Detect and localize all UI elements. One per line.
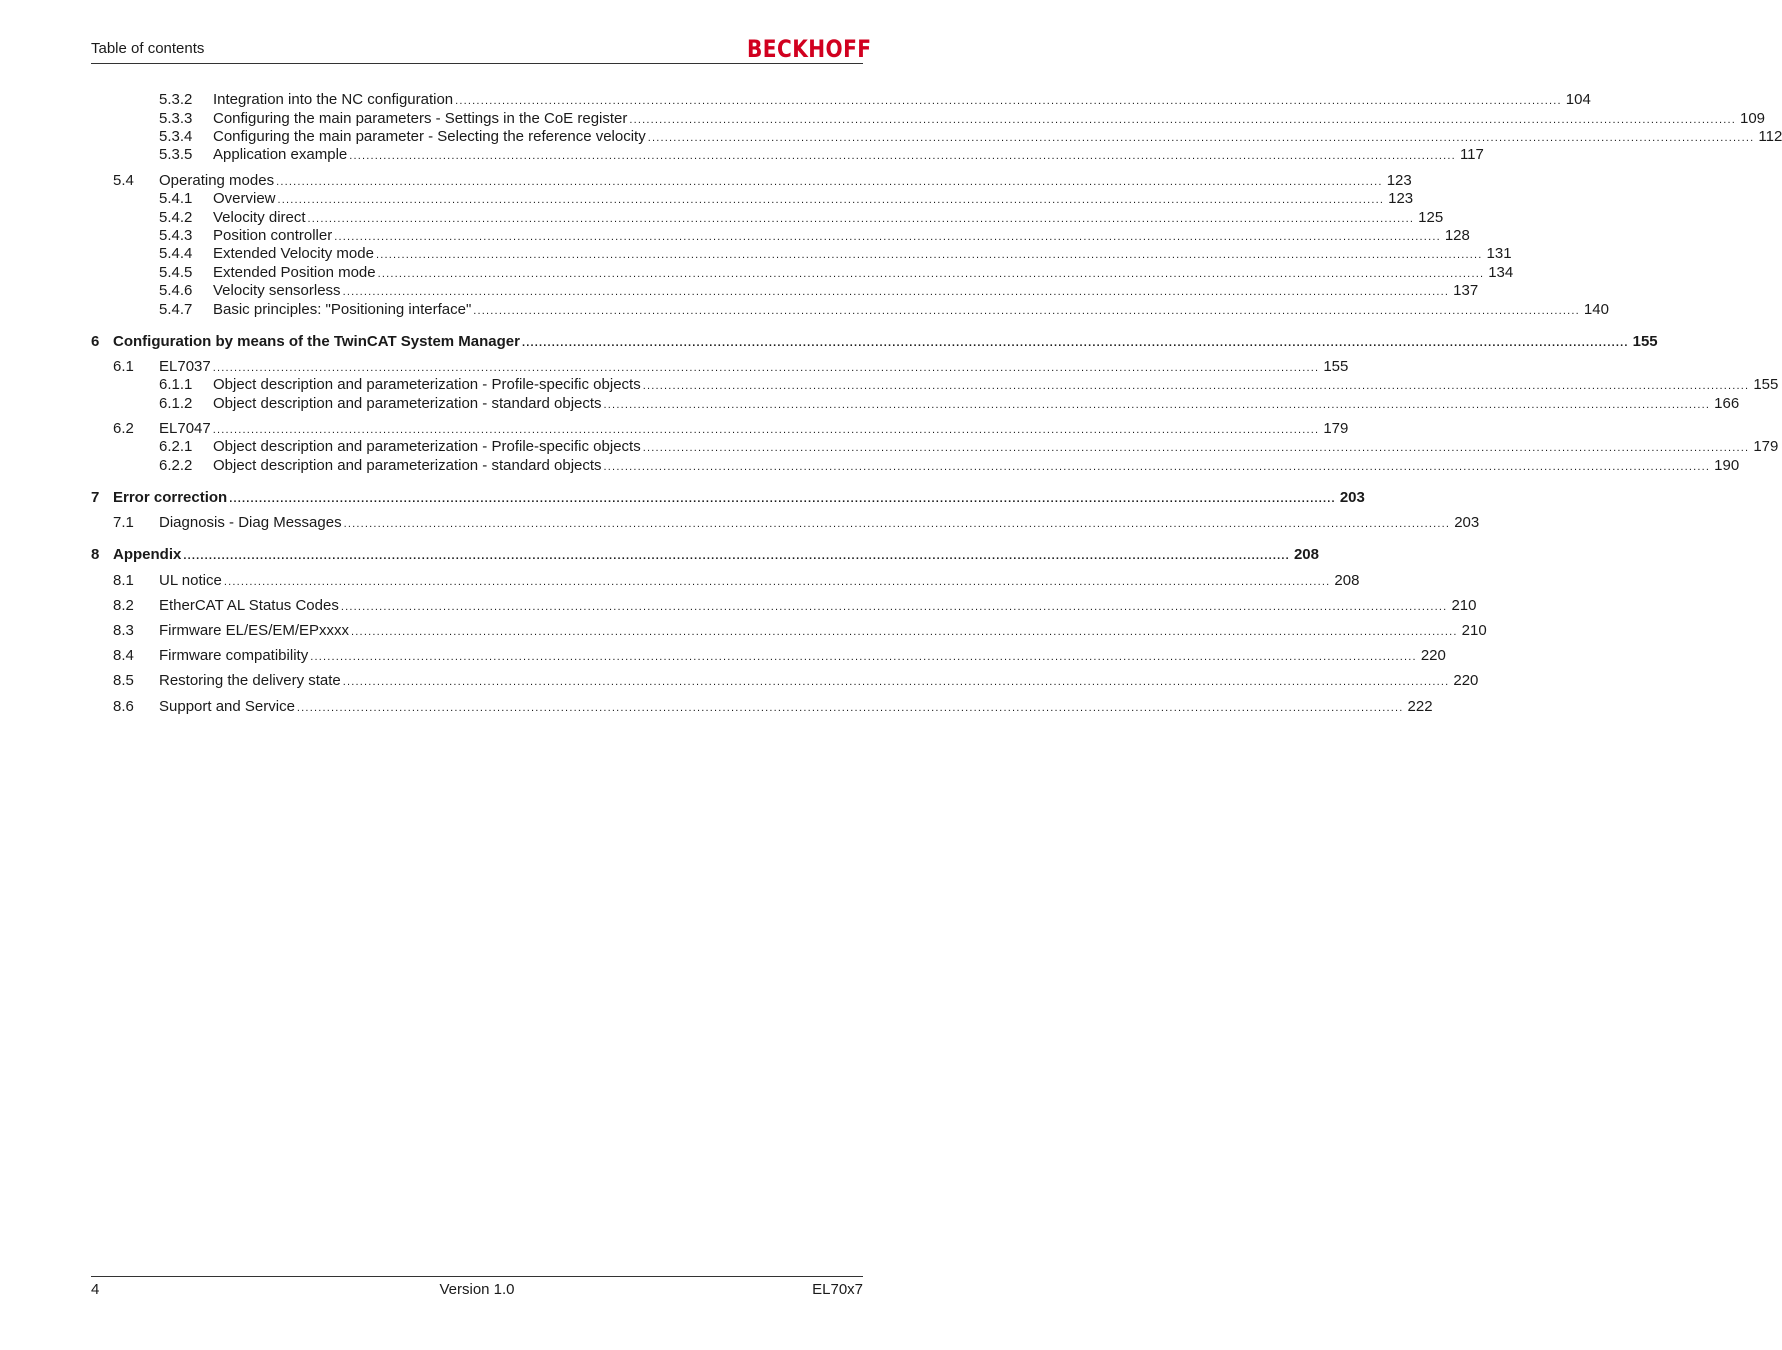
toc-entry-line bbox=[213, 209, 1444, 228]
toc-entry-number: 5.4.7 bbox=[159, 301, 193, 318]
toc-entry-number: 8.1 bbox=[113, 572, 134, 589]
toc-entry-line bbox=[213, 395, 1740, 414]
toc-entry-title: Basic principles: "Positioning interface" bbox=[213, 301, 472, 318]
dot-leader: .................................................................................................................................................................................................................................................................... bbox=[377, 268, 1485, 280]
toc-entry-line bbox=[213, 301, 1609, 320]
toc-entry-title: Configuration by means of the TwinCAT System Manager bbox=[113, 333, 520, 350]
toc-entry[interactable] bbox=[0, 698, 1433, 716]
dot-leader: .................................................................................................................................................................................................................................................................... bbox=[229, 493, 1336, 505]
toc-entry-line bbox=[113, 546, 1319, 565]
toc-entry-page: 208 bbox=[1334, 572, 1360, 589]
toc-entry-number: 8 bbox=[91, 546, 100, 563]
toc-entry-number: 8.5 bbox=[113, 672, 134, 689]
toc-entry-number: 5.3.2 bbox=[159, 91, 193, 108]
toc-entry-line bbox=[159, 622, 1487, 641]
dot-leader: .................................................................................................................................................................................................................................................................... bbox=[629, 114, 1736, 126]
toc-entry-page: 155 bbox=[1323, 358, 1349, 375]
toc-entry-title: Velocity direct bbox=[213, 209, 306, 226]
toc-entry-page: 190 bbox=[1714, 457, 1740, 474]
toc-entry-title: Diagnosis - Diag Messages bbox=[159, 514, 342, 531]
dot-leader: .................................................................................................................................................................................................................................................................... bbox=[473, 305, 1580, 317]
toc-entry-title: EL7047 bbox=[159, 420, 211, 437]
toc-entry-page: 137 bbox=[1453, 282, 1479, 299]
toc-entry-line bbox=[213, 91, 1591, 110]
toc-entry-page: 155 bbox=[1632, 333, 1658, 350]
toc-entry[interactable] bbox=[0, 672, 1479, 690]
toc-entry-title: Object description and parameterization - Profile-specific objects bbox=[213, 376, 641, 393]
toc-entry-line bbox=[113, 489, 1365, 508]
dot-leader: .................................................................................................................................................................................................................................................................... bbox=[642, 442, 1750, 454]
toc-entry-page: 203 bbox=[1339, 489, 1365, 506]
toc-entry-number: 5.4 bbox=[113, 172, 134, 189]
toc-entry-line bbox=[213, 190, 1414, 209]
toc-entry-title: Object description and parameterization - Profile-specific objects bbox=[213, 438, 641, 455]
toc-entry-line bbox=[113, 333, 1658, 352]
toc-entry-line bbox=[213, 245, 1512, 264]
toc-entry[interactable] bbox=[0, 358, 1349, 376]
toc-entry-title: Firmware EL/ES/EM/EPxxxx bbox=[159, 622, 350, 639]
toc-entry-line bbox=[159, 572, 1360, 591]
toc-entry-title: Restoring the delivery state bbox=[159, 672, 341, 689]
toc-entry-page: 155 bbox=[1753, 376, 1779, 393]
toc-entry[interactable] bbox=[0, 227, 1470, 245]
toc-entry[interactable] bbox=[0, 333, 1658, 351]
toc-entry-number: 5.4.4 bbox=[159, 245, 193, 262]
toc-entry-page: 210 bbox=[1451, 597, 1477, 614]
toc-entry-title: Error correction bbox=[113, 489, 228, 506]
toc-entry-line bbox=[159, 672, 1479, 691]
dot-leader: .................................................................................................................................................................................................................................................................... bbox=[603, 399, 1711, 411]
toc-entry[interactable] bbox=[0, 264, 1514, 282]
toc-entry-number: 8.3 bbox=[113, 622, 134, 639]
dot-leader: .................................................................................................................................................................................................................................................................... bbox=[276, 176, 1383, 188]
toc-entry[interactable] bbox=[0, 546, 1319, 564]
toc-entry[interactable] bbox=[0, 572, 1360, 590]
toc-entry[interactable] bbox=[0, 622, 1487, 640]
toc-entry-number: 5.3.5 bbox=[159, 146, 193, 163]
toc-entry-title: Firmware compatibility bbox=[159, 647, 309, 664]
dot-leader: .................................................................................................................................................................................................................................................................... bbox=[340, 601, 1448, 613]
toc-entry-number: 5.3.4 bbox=[159, 128, 193, 145]
toc-entry-line bbox=[213, 110, 1766, 129]
toc-entry-number: 8.6 bbox=[113, 698, 134, 715]
toc-entry-title: EL7037 bbox=[159, 358, 211, 375]
toc-entry-page: 109 bbox=[1739, 110, 1766, 127]
toc-entry[interactable] bbox=[0, 514, 1480, 532]
toc-entry-number: 8.2 bbox=[113, 597, 134, 614]
toc-entry[interactable] bbox=[0, 438, 1779, 456]
toc-entry-line bbox=[213, 438, 1779, 457]
toc-entry-line bbox=[159, 514, 1480, 533]
toc-entry-title: Integration into the NC configuration bbox=[213, 91, 454, 108]
dot-leader: .................................................................................................................................................................................................................................................................... bbox=[522, 337, 1629, 349]
toc-entry-title: Object description and parameterization - standard objects bbox=[213, 395, 602, 412]
dot-leader: .................................................................................................................................................................................................................................................................... bbox=[223, 576, 1331, 588]
toc-entry[interactable] bbox=[0, 146, 1484, 164]
toc-entry-line bbox=[159, 172, 1412, 191]
toc-entry[interactable] bbox=[0, 420, 1349, 438]
document-version: Version 1.0 bbox=[439, 1281, 515, 1298]
dot-leader: .................................................................................................................................................................................................................................................................... bbox=[307, 213, 1415, 225]
dot-leader: .................................................................................................................................................................................................................................................................... bbox=[342, 286, 1450, 298]
toc-entry-page: 140 bbox=[1583, 301, 1609, 318]
toc-entry[interactable] bbox=[0, 245, 1512, 263]
toc-entry[interactable] bbox=[0, 209, 1444, 227]
dot-leader: .................................................................................................................................................................................................................................................................... bbox=[455, 95, 1562, 107]
dot-leader: .................................................................................................................................................................................................................................................................... bbox=[642, 380, 1750, 392]
toc-entry-title: Extended Velocity mode bbox=[213, 245, 374, 262]
toc-entry-number: 5.4.2 bbox=[159, 209, 193, 226]
toc-entry-line bbox=[159, 647, 1446, 666]
toc-entry-line bbox=[213, 128, 1782, 147]
toc-entry-line bbox=[159, 420, 1349, 439]
toc-entry-line bbox=[159, 597, 1477, 616]
toc-entry-page: 112 bbox=[1758, 128, 1782, 145]
toc-entry-page: 220 bbox=[1453, 672, 1479, 689]
toc-entry-page: 125 bbox=[1418, 209, 1444, 226]
toc-entry-page: 123 bbox=[1386, 172, 1412, 189]
toc-entry-title: Support and Service bbox=[159, 698, 295, 715]
toc-entry-title: Configuring the main parameters - Settings in the CoE register bbox=[213, 110, 628, 127]
toc-entry-page: 203 bbox=[1454, 514, 1480, 531]
toc-entry-title: EtherCAT AL Status Codes bbox=[159, 597, 339, 614]
dot-leader: .................................................................................................................................................................................................................................................................... bbox=[296, 702, 1404, 714]
toc-entry-page: 220 bbox=[1420, 647, 1446, 664]
toc-entry-title: Overview bbox=[213, 190, 276, 207]
toc-entry-title: Operating modes bbox=[159, 172, 275, 189]
toc-entry[interactable] bbox=[0, 128, 1782, 146]
toc-entry-title: Application example bbox=[213, 146, 348, 163]
toc-entry-number: 7.1 bbox=[113, 514, 134, 531]
toc-entry-number: 5.4.1 bbox=[159, 190, 193, 207]
product-name: EL70x7 bbox=[812, 1281, 863, 1298]
toc-entry[interactable] bbox=[0, 172, 1412, 190]
page-number: 4 bbox=[91, 1281, 100, 1298]
toc-entry-page: 123 bbox=[1388, 190, 1414, 207]
toc-entry-title: Position controller bbox=[213, 227, 333, 244]
dot-leader: .................................................................................................................................................................................................................................................................... bbox=[349, 150, 1456, 162]
toc-entry-number: 5.4.3 bbox=[159, 227, 193, 244]
toc-entry-page: 128 bbox=[1444, 227, 1470, 244]
toc-entry[interactable] bbox=[0, 110, 1766, 128]
toc-entry-page: 104 bbox=[1565, 91, 1591, 108]
toc-entry-number: 6.2 bbox=[113, 420, 134, 437]
dot-leader: .................................................................................................................................................................................................................................................................... bbox=[277, 194, 1385, 206]
toc-entry[interactable] bbox=[0, 597, 1477, 615]
toc-entry-page: 208 bbox=[1293, 546, 1319, 563]
toc-entry[interactable] bbox=[0, 301, 1609, 319]
toc-entry-page: 210 bbox=[1461, 622, 1487, 639]
toc-entry-line bbox=[159, 358, 1349, 377]
toc-entry[interactable] bbox=[0, 647, 1446, 665]
toc-entry-number: 5.4.5 bbox=[159, 264, 193, 281]
toc-entry-title: Velocity sensorless bbox=[213, 282, 341, 299]
toc-entry[interactable] bbox=[0, 395, 1740, 413]
toc-entry-number: 6.1.2 bbox=[159, 395, 193, 412]
toc-entry-title: Extended Position mode bbox=[213, 264, 376, 281]
toc-entry-number: 6 bbox=[91, 333, 100, 350]
dot-leader: .................................................................................................................................................................................................................................................................... bbox=[343, 518, 1451, 530]
dot-leader: .................................................................................................................................................................................................................................................................... bbox=[647, 132, 1755, 144]
dot-leader: .................................................................................................................................................................................................................................................................... bbox=[310, 651, 1417, 663]
toc-entry-number: 8.4 bbox=[113, 647, 134, 664]
toc-entry-page: 166 bbox=[1714, 395, 1740, 412]
dot-leader: .................................................................................................................................................................................................................................................................... bbox=[603, 461, 1711, 473]
toc-entry-number: 5.3.3 bbox=[159, 110, 193, 127]
toc-entry-line bbox=[213, 227, 1470, 246]
toc-entry[interactable] bbox=[0, 91, 1591, 109]
toc-entry-line bbox=[213, 282, 1479, 301]
toc-entry-line bbox=[213, 264, 1514, 283]
dot-leader: .................................................................................................................................................................................................................................................................... bbox=[334, 231, 1441, 243]
toc-entry[interactable] bbox=[0, 190, 1414, 208]
toc-entry[interactable] bbox=[0, 376, 1779, 394]
toc-entry-line bbox=[159, 698, 1433, 717]
toc-entry-number: 5.4.6 bbox=[159, 282, 193, 299]
toc-entry[interactable] bbox=[0, 489, 1365, 507]
toc-entry-page: 179 bbox=[1323, 420, 1349, 437]
toc-entry-title: Appendix bbox=[113, 546, 182, 563]
toc-entry-line bbox=[213, 376, 1779, 395]
toc-entry-page: 134 bbox=[1488, 264, 1514, 281]
dot-leader: .................................................................................................................................................................................................................................................................... bbox=[375, 249, 1483, 261]
header-rule bbox=[91, 63, 863, 64]
toc-entry-title: UL notice bbox=[159, 572, 222, 589]
dot-leader: .................................................................................................................................................................................................................................................................... bbox=[342, 676, 1450, 688]
toc-entry[interactable] bbox=[0, 282, 1479, 300]
dot-leader: .................................................................................................................................................................................................................................................................... bbox=[183, 550, 1290, 562]
toc-entry[interactable] bbox=[0, 457, 1740, 475]
toc-entry-number: 6.1 bbox=[113, 358, 134, 375]
beckhoff-logo: BECKHOFF bbox=[747, 35, 872, 63]
toc-entry-line bbox=[213, 146, 1484, 165]
toc-entry-title: Object description and parameterization - standard objects bbox=[213, 457, 602, 474]
toc-entry-page: 222 bbox=[1407, 698, 1433, 715]
footer-rule bbox=[91, 1276, 863, 1277]
dot-leader: .................................................................................................................................................................................................................................................................... bbox=[351, 626, 1458, 638]
toc-entry-number: 6.2.1 bbox=[159, 438, 193, 455]
toc-entry-number: 6.2.2 bbox=[159, 457, 193, 474]
running-header-title: Table of contents bbox=[91, 40, 205, 57]
toc-entry-number: 7 bbox=[91, 489, 100, 506]
toc-entry-page: 131 bbox=[1486, 245, 1512, 262]
toc-entry-title: Configuring the main parameter - Selecting the reference velocity bbox=[213, 128, 646, 145]
toc-entry-line bbox=[213, 457, 1740, 476]
toc-entry-page: 117 bbox=[1459, 146, 1484, 163]
toc-entry-page: 179 bbox=[1753, 438, 1779, 455]
toc-entry-number: 6.1.1 bbox=[159, 376, 193, 393]
dot-leader: .................................................................................................................................................................................................................................................................... bbox=[212, 362, 1320, 374]
dot-leader: .................................................................................................................................................................................................................................................................... bbox=[212, 424, 1320, 436]
